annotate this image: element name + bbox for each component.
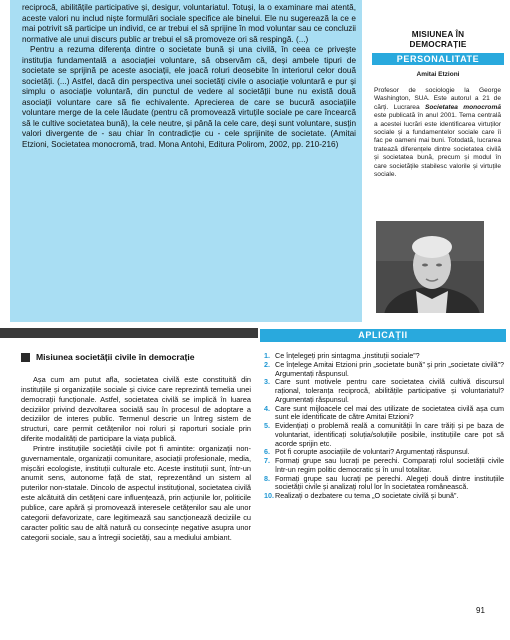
item-text: Ce înțelege Amitai Etzioni prin „societate bună” și prin „societate civilă”? Argumentați răspunsul.: [275, 359, 504, 378]
item-number: 8.: [264, 473, 270, 483]
item-text: Care sunt mijloacele cel mai des utilizate de societatea civilă așa cum sunt ele identificate de către Amitai Etzioni?: [275, 403, 504, 422]
person-name: Amitai Etzioni: [416, 71, 460, 78]
bullet-square-icon: [21, 353, 30, 362]
civil-section-body: [21, 375, 251, 542]
mission-title-line-2: DEMOCRAȚIE: [409, 40, 467, 49]
bio-book-title: Societatea monocromă: [424, 103, 501, 111]
item-number: 3.: [264, 377, 270, 387]
item-number: 4.: [264, 403, 270, 413]
excerpt-paragraph-1: reciprocă, abilitățile participative și, desigur, voluntariatul. Totuși, la o examinare mai atentă, aceste valori nu includ niște formulări sociale specifice ale binelui. Ele nu sugerează la ce e mai potrivit să participe un individ, ce ar trebui el să sprijine în mod voluntar sau ce concluzii normative ale unui discurs public ar trebui el să promoveze ori să respingă. (...): [22, 3, 356, 44]
item-text: Care sunt motivele pentru care societatea civilă cultivă discursul rațional, toleranța reciprocă, abilitățile participative și voluntariatul? Argumentați răspunsul.: [275, 377, 504, 404]
sidebar: [372, 0, 504, 322]
mission-title: [372, 30, 504, 50]
item-text: Ce înțelegeți prin sintagma „instituții sociale”?: [275, 351, 420, 360]
list-item: [264, 475, 504, 493]
section-header-bar: [0, 328, 258, 338]
portrait-photo: [376, 221, 484, 313]
list-item: [264, 422, 504, 448]
item-text: Formați grupe sau lucrați pe perechi. Alegeți două dintre instituțiile societății civile și analizați rolul lor în societatea românească.: [275, 473, 504, 492]
excerpt-box: [10, 0, 362, 322]
civil-section-title-text: Misiunea societății civile în democrație: [36, 352, 195, 362]
list-item: [264, 378, 504, 404]
list-item: [264, 492, 504, 501]
portrait-illustration: [376, 221, 484, 313]
person-bio: [372, 87, 504, 179]
item-number: 7.: [264, 456, 270, 465]
item-number: 5.: [264, 421, 270, 430]
bio-text-2: este publicată în anul 2001. Tema centrală a acestei lucrări este identificarea virtuților sociale și a fundamentelor sociale care îi fac pe oameni mai buni. Totodată, lucrarea tratează diferențele dintre societatea civilă și societatea bună, precum și modul în care societățile stabilesc valorile și virtuțile sociale.: [374, 112, 501, 179]
list-item: [264, 405, 504, 423]
item-number: 2.: [264, 359, 270, 369]
item-text: Realizați o dezbatere cu tema „O societate civilă și bună”.: [275, 491, 459, 500]
mission-title-line-1: MISIUNEA ÎN: [411, 30, 465, 39]
bio-text-1: Profesor de sociologie la George Washington, SUA. Este autorul a 21 de cărți. Lucrarea: [374, 87, 501, 111]
civil-paragraph-2: Printre instituțiile societății civile pot fi amintite: organizații non-guvernamentale, organizații comunitare, asociații profesionale, media, mișcări ecologiste, instituții culturale etc. Aceste instituții sunt, într-un anumit sens, autonome față de stat, reprezentând un sistem al puterilor non-statale. Dincolo de aspectul instituțional, societatea civilă este alcătuită din cetățeni care influențează, prin acțiunile lor, politicile publice, care apără și promovează interesele cetățenilor sau ale unor categorii defavorizate, care legitimează sau sancționează deciziile cu caracter politic sau de altă natură cu consecințe negative asupra unor categorii sociale, sau a întregii societăți, sau a mediului ambiant.: [21, 443, 251, 542]
excerpt-paragraph-2: Pentru a rezuma diferența dintre o societate bună și una civilă, în ceea ce privește instituția fundamentală a asociației voluntare, să observăm că, deși ambele tipuri de societate se sprijină pe aceste asociații, ele joacă roluri deosebite în interiorul celor două societăți. (...) Astfel, dacă din perspectiva unei societăți civile o asociație voluntară e pur și simplu o asociație voluntară, din punctul de vedere al societății bune nu există două asociații voluntare care să fie echivalente. Aprecierea de care se bucură asociațiile voluntare merge de la cele lăudate (pentru că promovează virtuțile sociale pe care încearcă să le cultive societatea bună), la cele neutre, și până la cele care, deși sunt voluntare, susțin valori divergente de - sau chiar în contradicție cu - cele sprijinite de societate. (Amitai Etzioni, Societatea monocromă, trad. Mona Antohi, Editura Polirom, 2002, pp. 210-216): [22, 45, 356, 149]
aplicatii-banner: APLICAȚII: [260, 329, 506, 342]
item-text: Pot fi corupte asociațiile de voluntari? Argumentați răspunsul.: [275, 447, 470, 457]
page-number: 91: [476, 606, 485, 615]
item-text: Formați grupe sau lucrați pe perechi. Comparați rolul societății civile într-un regim politic democratic și în unul totalitar.: [275, 456, 504, 474]
list-item: [264, 361, 504, 379]
personality-banner: PERSONALITATE: [372, 53, 504, 65]
item-number: 10.: [264, 491, 274, 500]
aplicatii-list: [264, 352, 504, 501]
item-number: 6.: [264, 447, 270, 457]
list-item: [264, 457, 504, 475]
item-number: 1.: [264, 351, 270, 360]
civil-paragraph-1: Așa cum am putut afla, societatea civilă este constituită din instituțiile și organizațiile sociale și civice care reprezintă temelia unei democrații funcționale. Astfel, societatea civilă se implică în luarea deciziilor privind dezvoltarea socială sau în procesul de adoptare a deciziilor de interes public. Termenul descrie un întreg sistem de structuri, care permit cetățenilor noi roluri și raporturi sociale prin diferite modalități de participare la viața publică.: [21, 375, 251, 444]
item-text: Evidențiați o problemă reală a comunității în care trăiți și pe baza de voluntariat, identificați soluția/soluțiile posibile, instituțiile care pot să acorde sprijin etc.: [275, 421, 504, 448]
civil-section-title: [21, 352, 251, 362]
